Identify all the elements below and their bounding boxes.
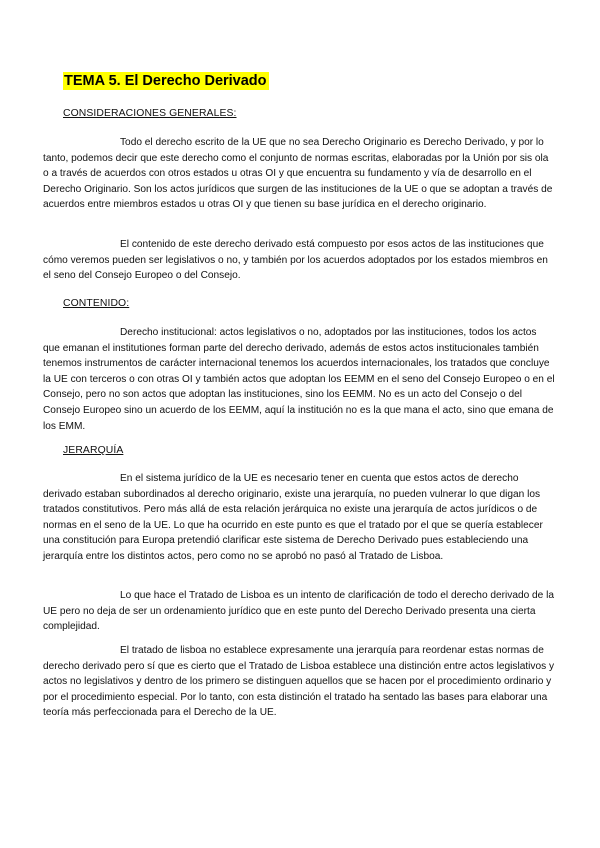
paragraph-contenido-1: Derecho institucional: actos legislativos o no, adoptados por las instituciones, todos los actos que emanan el institutiones forman parte del derecho derivado, además de estos actos institucionales también tenemos instrumentos de carácter internacional tenemos los acuerdos internacionales, los tratados que concluye la UE con terceros o con otras OI y también actos que adoptan los EEMM en el seno del Consejo Europeo o en el Consejo, pero no son actos que adoptan las instituciones, sino los EEMM. No es un acto del Consejo o del Consejo Europeo sino un acuerdo de los EEMM, aquí la institución no es la que mana el acto, sino que emana de los EMM. xyxy=(43,327,555,432)
document-title: TEMA 5. El Derecho Derivado xyxy=(64,73,267,89)
paragraph-jerarquia-1: En el sistema jurídico de la UE es necesario tener en cuenta que estos actos de derecho derivado estaban subordinados al derecho originario, existe una jerarquía, no pueden vulnerar lo que digan los tratados constitutivos. Pero más allá de esta relación jerárquica no existe una jerarquía de actos jurídicos o de normas en el seno de la UE. Lo que ha ocurrido en este punto es que el tratado por el que se quería establecer una constitución para Europa pretendió clarificar este sistema de Derecho Derivado pues estableciendo una jerarquía entre los distintos actos, pero como no se aprobó no pasó al Tratado de Lisboa. xyxy=(43,473,543,562)
section-heading-consideraciones: CONSIDERACIONES GENERALES: xyxy=(63,108,237,119)
paragraph-jerarquia-3: El tratado de lisboa no establece expresamente una jerarquía para reordenar estas normas de derecho derivado pero sí que es cierto que el Tratado de Lisboa establece una distinción entre actos legislativos y actos no legislativos y dentro de los primero se distinguen aquellos que se hacen por el procedimiento ordinario y por el procedimiento especial. Por lo tanto, con esta distinción el tratado ha sentado las bases para elaborar una teoría más perfeccionada para el Derecho de la UE. xyxy=(43,645,555,719)
paragraph-consideraciones-2: El contenido de este derecho derivado está compuesto por esos actos de las instituciones que cómo veremos pueden ser legislativos o no, y también por los acuerdos adoptados por los estados miembros en el seno del Consejo Europeo o del Consejo. xyxy=(43,239,548,282)
section-heading-jerarquia: JERARQUÍA xyxy=(63,445,124,456)
paragraph-consideraciones-1: Todo el derecho escrito de la UE que no sea Derecho Originario es Derecho Derivado, y por lo tanto, podemos decir que este derecho como el conjunto de normas escritas, elaboradas por la Unión por sis ola o a través de acuerdos con otros estados u otras OI y que encuentra su fundamento y vía de desarrollo en el Derecho Originario. Son los actos jurídicos que surgen de las instituciones de la UE o que se adoptan a través de acuerdos entre miembros estados u otras OI y que tienen su base jurídica en el derecho originario. xyxy=(43,137,553,211)
paragraph-jerarquia-2: Lo que hace el Tratado de Lisboa es un intento de clarificación de todo el derecho derivado de la UE pero no deja de ser un ordenamiento jurídico que en este punto del Derecho Derivado presenta una cierta complejidad. xyxy=(43,590,554,633)
section-heading-contenido: CONTENIDO: xyxy=(63,298,130,309)
